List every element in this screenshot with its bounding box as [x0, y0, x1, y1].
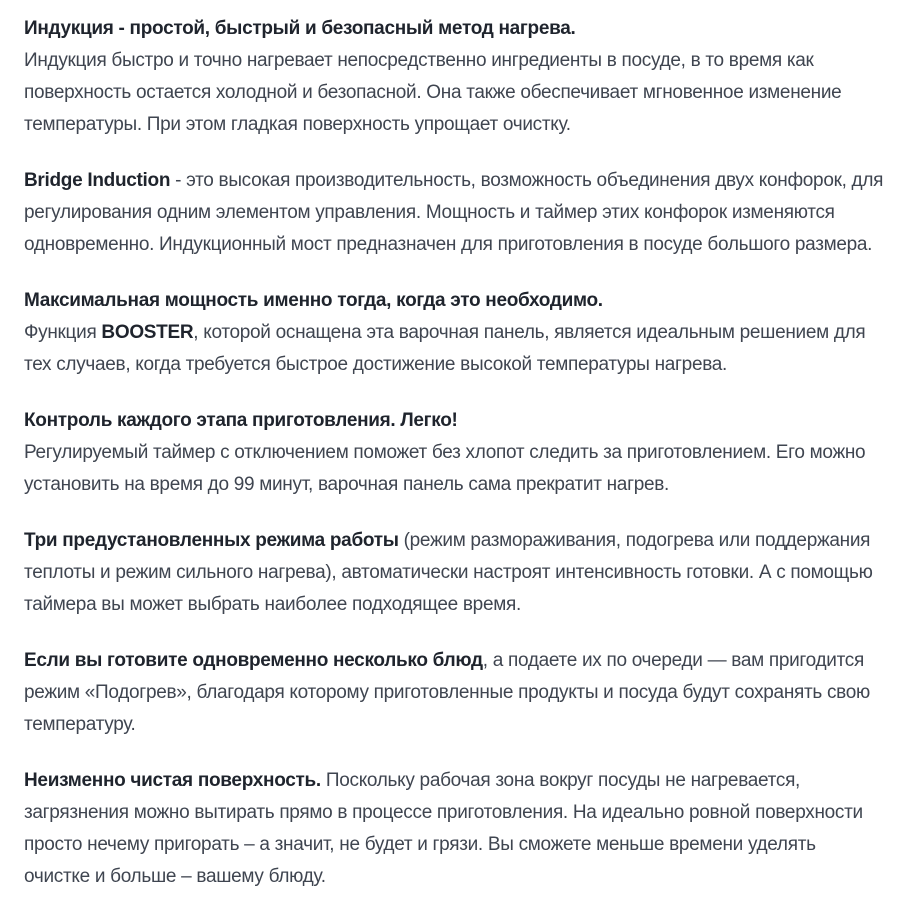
paragraph-heading: Максимальная мощность именно тогда, когда это необходимо.	[24, 290, 603, 311]
paragraph-heading: Индукция - простой, быстрый и безопасный метод нагрева.	[24, 18, 576, 39]
paragraph-text: , которой оснащена эта варочная панель, является идеальным решением для тех случаев, когда требуется быстрое достижение высокой температуры нагрева.	[24, 322, 866, 375]
paragraph-bridge-induction	[24, 165, 884, 261]
paragraph-body: Индукция быстро и точно нагревает непосредственно ингредиенты в посуде, в то время как поверхность остается холодной и безопасной. Она также обеспечивает мгновенное изменение температуры. При этом гладкая поверхность упрощает очистку.	[24, 50, 842, 135]
paragraph-timer	[24, 405, 884, 501]
paragraph-lead-bold: Неизменно чистая поверхность.	[24, 770, 321, 791]
paragraph-body	[24, 525, 884, 621]
paragraph-induction	[24, 13, 884, 141]
paragraph-text: (режим размораживания, подогрева или поддержания теплоты и режим сильного нагрева), автоматически настроят интенсивность готовки. А с помощью таймера вы может выбрать наиболее подходящее время.	[24, 530, 873, 615]
paragraph-body	[24, 645, 884, 741]
paragraph-body	[24, 165, 884, 261]
paragraph-text: , а подаете их по очереди — вам пригодится режим «Подогрев», благодаря которому приготовленные продукты и посуда будут сохранять свою температуру.	[24, 650, 870, 735]
paragraph-body	[24, 765, 884, 893]
paragraph-heading: Контроль каждого этапа приготовления. Легко!	[24, 410, 458, 431]
paragraph-inline-bold: BOOSTER	[101, 322, 194, 343]
paragraph-booster	[24, 285, 884, 381]
paragraph-clean-surface	[24, 765, 884, 893]
paragraph-text: - это высокая производительность, возможность объединения двух конфорок, для регулирования одним элементом управления. Мощность и таймер этих конфорок изменяются одновременно. Индукционный мост предназначен для приготовления в посуде большого размера.	[24, 170, 884, 255]
paragraph-text: Поскольку рабочая зона вокруг посуды не нагревается, загрязнения можно вытирать прямо в процессе приготовления. На идеально ровной поверхности просто нечему пригорать – а значит, не будет и грязи. Вы сможете меньше времени уделять очистке и больше – вашему блюду.	[24, 770, 863, 887]
paragraph-text: Функция	[24, 322, 102, 343]
paragraph-body	[24, 317, 884, 381]
paragraph-lead-bold: Три предустановленных режима работы	[24, 530, 399, 551]
paragraph-keep-warm	[24, 645, 884, 741]
paragraph-preset-modes	[24, 525, 884, 621]
paragraph-body: Регулируемый таймер с отключением поможет без хлопот следить за приготовлением. Его можно установить на время до 99 минут, варочная панель сама прекратит нагрев.	[24, 442, 866, 495]
paragraph-lead-bold: Если вы готовите одновременно несколько блюд	[24, 650, 483, 671]
paragraph-lead-bold: Bridge Induction	[24, 170, 171, 191]
